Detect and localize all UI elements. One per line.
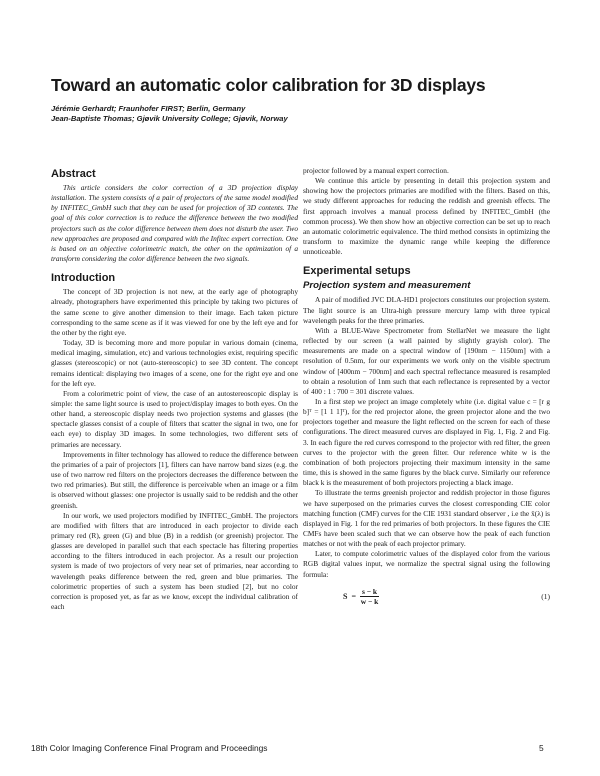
left-column xyxy=(51,168,298,612)
equation-denominator: w − k xyxy=(360,597,379,607)
author-line-2: Jean-Baptiste Thomas; Gjøvik University College; Gjøvik, Norway xyxy=(51,114,288,123)
intro-paragraph: From a colorimetric point of view, the case of an autostereoscopic display is simple: the same light source is used to project/display images to both eyes. On the other hand, a stereoscopic display needs two projection systems and glasses (the spectacle glasses consist of a couple of filters that scatter the signal in two, one for each eye) to display 3D images. In some technologies, two different sets of primaries are necessary. xyxy=(51,388,298,449)
intro-paragraph: Improvements in filter technology has allowed to reduce the difference between the primaries of a pair of projectors [1], filters can have narrow band sizes (e.g. the use of two narrow red filters on the projectors decreases the difference between the two red primaries). But still, the difference is perceivable when an image or a film is observed without glasses: one projector is usually said to be reddish and the other greenish. xyxy=(51,449,298,510)
abstract-heading: Abstract xyxy=(51,168,96,180)
equation-1 xyxy=(303,583,550,611)
intro-paragraph: Today, 3D is becoming more and more popular in various domain (cinema, medical imaging, simulation, etc) and various technologies exist, requiring specific glasses (stereoscopic) or not (auto-stereoscopic) to see 3D content. The concept remains identical: displaying two images of a scene, one for the right eye and one for the left eye. xyxy=(51,338,298,388)
experimental-paragraph: To illustrate the terms greenish projector and reddish projector in those figures we have superposed on the primaries curves the closest corresponding CIE color matching function (CMF) curves for the CIE 1931 standard observer , i.e the x̄(λ) is displayed in Fig. 1 for the red primaries of both projectors. In these figures the CIE CMFs have been scaled such that we can observe how the peak of each function matches or not with the peak of each projector primary. xyxy=(303,488,550,549)
equation-number: (1) xyxy=(541,592,550,602)
equation-equals: = xyxy=(351,592,356,602)
abstract-text: This article considers the color correction of a 3D projection display installation. The system consists of a pair of projectors of the same model modified by INFITEC_GmbH such that they can be used for projection of 3D contents. The goal of this color correction is to reduce the difference between the two modified projectors such as the color difference between them does not disturb the user. Two new approaches are proposed and compared with the Infitec expert correction. One is based on an objective colorimetric match, the other on the optimization of a transform considering the color difference between the two signals. xyxy=(51,183,298,264)
experimental-paragraph: In a first step we project an image completely white (i.e. digital value c = [r g b]ᵀ = [1 1 1]ᵀ), for the red projector alone, the green projector alone and the two projectors together and measure the light reflected on the screen for each of these configurations. The direct measured curves are displayed in Fig. 1, Fig. 2 and Fig. 3. In each figure the red curves correspond to the projector with red filter, the green curves to the projector with the green filter. Our reference white w is the combination of both projectors projecting their maximum intensity in the same time, this is showed in the same figures by the black curve. Similarly our reference black k is the measurement of both projectors projecting a black image. xyxy=(303,396,550,488)
experimental-heading: Experimental setups xyxy=(303,265,411,278)
author-line-1: Jérémie Gerhardt; Fraunhofer FIRST; Berlin, Germany xyxy=(51,104,246,113)
experimental-paragraph: A pair of modified JVC DLA-HD1 projectors constitutes our projection system. The light source is an Ultra-high pressure mercury lamp with three typical wavelength peaks for the three primaries. xyxy=(303,295,550,325)
projection-subheading: Projection system and measurement xyxy=(303,280,471,292)
equation-lhs: S xyxy=(343,592,348,602)
paper-title: Toward an automatic color calibration for 3D displays xyxy=(51,75,486,95)
intro-paragraph: In our work, we used projectors modified by INFITEC_GmbH. The projectors are modified with filters that are introduced in each projector to divide each primary red (R), green (G) and blue (B) in a reddish (or greenish) projector. The glasses are developed in parallel such that each spectacle has filtering properties according to the filters introduced in each projector. As a result our projection system is made of two projectors of very near set of primaries, near according to wavelength peaks difference between the red, green and blue primaries. The colorimetric properties of such a system has been studied [2], but no color correction is proposed yet, as far as we know, except the individual calibration of each xyxy=(51,510,298,612)
experimental-paragraph: With a BLUE-Wave Spectrometer from StellarNet we measure the light reflected by our screen (a wall painted by slightly grayish color). The measurements are made on a spectral window of [190nm − 1150nm] with a resolution of 0.5nm, for our experiments we work only on the visible spectrum window of [400nm − 700nm] and each spectral reflectance measured is resampled to obtain a resolution of 1nm such that each reflectance is represented by a vector of 400 : 1 : 700 = 301 discrete values. xyxy=(303,325,550,396)
page-number: 5 xyxy=(539,743,544,753)
intro-paragraph: The concept of 3D projection is not new, at the early age of photography already, photographers have experimented this principle by taking two pictures of the same scene to give another dimension to their image. Each taken picture corresponding to the same scene as if it was viewed for one by the left eye and for the other by the right eye. xyxy=(51,287,298,337)
right-column xyxy=(303,166,550,611)
introduction-heading: Introduction xyxy=(51,272,116,285)
intro-continuation: projector followed by a manual expert correction. xyxy=(303,166,449,175)
equation-numerator: s − k xyxy=(361,587,378,597)
intro-paragraph: We continue this article by presenting in detail this projection system and showing how the projectors primaries are modified with the filters. Based on this, we study different approaches for reducing the reddish and greenish effects. The first approach involves a manual process defined by INFITEC_GmbH (the common process). We then show how an objective correction can be set up to reach an automatic colorimetric equivalence. The third method consists in optimizing the transform to maximize the dynamic range while keeping the difference unnoticeable. xyxy=(303,176,550,257)
equation-fraction xyxy=(360,587,379,606)
footer-proceedings: 18th Color Imaging Conference Final Program and Proceedings xyxy=(31,743,268,753)
experimental-paragraph: Later, to compute colorimetric values of the displayed color from the various RGB digital values input, we normalize the spectral signal using the following formula: xyxy=(303,549,550,579)
